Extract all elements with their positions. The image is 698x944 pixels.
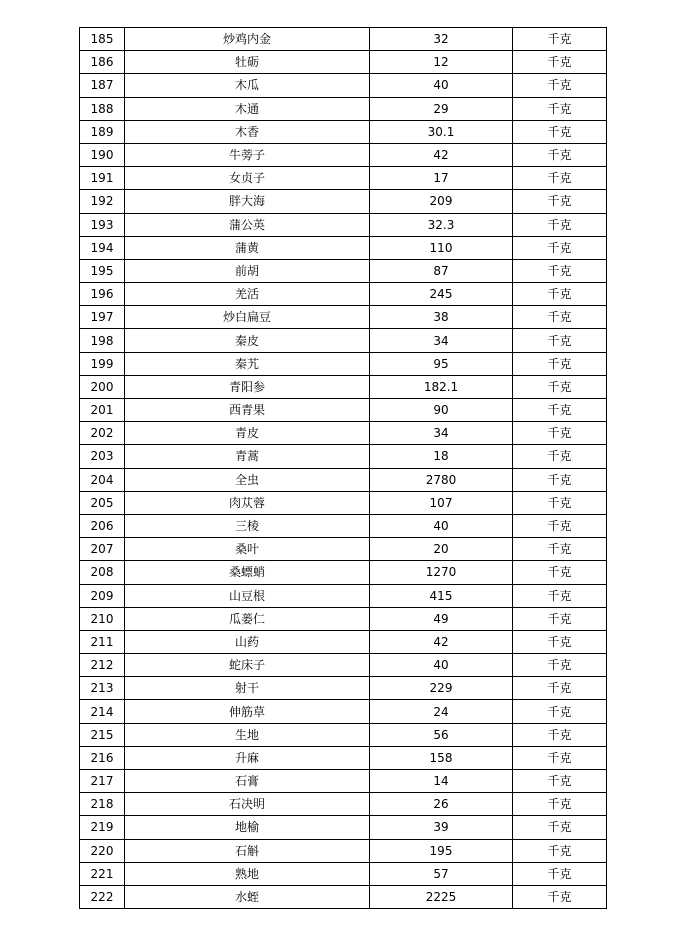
item-name-cell: 木瓜 — [125, 74, 370, 97]
item-name-cell: 牛蒡子 — [125, 143, 370, 166]
table-row — [80, 538, 607, 561]
quantity-cell: 18 — [370, 445, 513, 468]
item-name-cell: 青皮 — [125, 422, 370, 445]
row-number-cell: 194 — [80, 236, 125, 259]
table-row — [80, 677, 607, 700]
table-row — [80, 167, 607, 190]
item-name-cell: 胖大海 — [125, 190, 370, 213]
item-name-cell: 蒲公英 — [125, 213, 370, 236]
unit-cell: 千克 — [513, 28, 607, 51]
unit-cell: 千克 — [513, 700, 607, 723]
unit-cell: 千克 — [513, 561, 607, 584]
row-number-cell: 204 — [80, 468, 125, 491]
row-number-cell: 203 — [80, 445, 125, 468]
item-name-cell: 牡砺 — [125, 51, 370, 74]
quantity-cell: 34 — [370, 422, 513, 445]
row-number-cell: 197 — [80, 306, 125, 329]
row-number-cell: 218 — [80, 793, 125, 816]
item-name-cell: 石膏 — [125, 770, 370, 793]
row-number-cell: 200 — [80, 375, 125, 398]
row-number-cell: 217 — [80, 770, 125, 793]
item-name-cell: 石决明 — [125, 793, 370, 816]
table-row — [80, 28, 607, 51]
row-number-cell: 195 — [80, 259, 125, 282]
quantity-cell: 1270 — [370, 561, 513, 584]
quantity-cell: 49 — [370, 607, 513, 630]
item-name-cell: 伸筋草 — [125, 700, 370, 723]
quantity-cell: 229 — [370, 677, 513, 700]
table-row — [80, 51, 607, 74]
row-number-cell: 196 — [80, 283, 125, 306]
item-name-cell: 秦皮 — [125, 329, 370, 352]
table-row — [80, 746, 607, 769]
inventory-table — [79, 27, 607, 909]
table-row — [80, 770, 607, 793]
quantity-cell: 42 — [370, 630, 513, 653]
item-name-cell: 青蒿 — [125, 445, 370, 468]
item-name-cell: 山药 — [125, 630, 370, 653]
unit-cell: 千克 — [513, 468, 607, 491]
quantity-cell: 12 — [370, 51, 513, 74]
quantity-cell: 245 — [370, 283, 513, 306]
unit-cell: 千克 — [513, 352, 607, 375]
quantity-cell: 29 — [370, 97, 513, 120]
item-name-cell: 升麻 — [125, 746, 370, 769]
unit-cell: 千克 — [513, 677, 607, 700]
table-row — [80, 468, 607, 491]
item-name-cell: 青阳参 — [125, 375, 370, 398]
unit-cell: 千克 — [513, 236, 607, 259]
table-row — [80, 120, 607, 143]
row-number-cell: 202 — [80, 422, 125, 445]
table-row — [80, 793, 607, 816]
row-number-cell: 191 — [80, 167, 125, 190]
unit-cell: 千克 — [513, 259, 607, 282]
quantity-cell: 40 — [370, 74, 513, 97]
unit-cell: 千克 — [513, 190, 607, 213]
item-name-cell: 蛇床子 — [125, 654, 370, 677]
table-row — [80, 259, 607, 282]
item-name-cell: 山豆根 — [125, 584, 370, 607]
table-row — [80, 329, 607, 352]
item-name-cell: 肉苁蓉 — [125, 491, 370, 514]
row-number-cell: 201 — [80, 399, 125, 422]
row-number-cell: 185 — [80, 28, 125, 51]
unit-cell: 千克 — [513, 654, 607, 677]
quantity-cell: 107 — [370, 491, 513, 514]
item-name-cell: 三棱 — [125, 514, 370, 537]
unit-cell: 千克 — [513, 839, 607, 862]
table-row — [80, 399, 607, 422]
quantity-cell: 20 — [370, 538, 513, 561]
quantity-cell: 38 — [370, 306, 513, 329]
table-row — [80, 236, 607, 259]
item-name-cell: 水蛭 — [125, 885, 370, 908]
row-number-cell: 199 — [80, 352, 125, 375]
quantity-cell: 57 — [370, 862, 513, 885]
quantity-cell: 415 — [370, 584, 513, 607]
table-row — [80, 190, 607, 213]
item-name-cell: 桑螵蛸 — [125, 561, 370, 584]
table-row — [80, 654, 607, 677]
table-row — [80, 422, 607, 445]
quantity-cell: 32.3 — [370, 213, 513, 236]
table-row — [80, 74, 607, 97]
item-name-cell: 西青果 — [125, 399, 370, 422]
quantity-cell: 87 — [370, 259, 513, 282]
unit-cell: 千克 — [513, 723, 607, 746]
quantity-cell: 209 — [370, 190, 513, 213]
row-number-cell: 198 — [80, 329, 125, 352]
item-name-cell: 生地 — [125, 723, 370, 746]
row-number-cell: 210 — [80, 607, 125, 630]
quantity-cell: 110 — [370, 236, 513, 259]
table-row — [80, 143, 607, 166]
unit-cell: 千克 — [513, 862, 607, 885]
item-name-cell: 瓜蒌仁 — [125, 607, 370, 630]
table-row — [80, 306, 607, 329]
quantity-cell: 32 — [370, 28, 513, 51]
quantity-cell: 158 — [370, 746, 513, 769]
item-name-cell: 羌活 — [125, 283, 370, 306]
quantity-cell: 2225 — [370, 885, 513, 908]
table-row — [80, 445, 607, 468]
table-body — [80, 28, 607, 909]
item-name-cell: 熟地 — [125, 862, 370, 885]
row-number-cell: 219 — [80, 816, 125, 839]
row-number-cell: 188 — [80, 97, 125, 120]
quantity-cell: 40 — [370, 654, 513, 677]
row-number-cell: 189 — [80, 120, 125, 143]
unit-cell: 千克 — [513, 816, 607, 839]
table-row — [80, 839, 607, 862]
item-name-cell: 木香 — [125, 120, 370, 143]
row-number-cell: 186 — [80, 51, 125, 74]
unit-cell: 千克 — [513, 491, 607, 514]
unit-cell: 千克 — [513, 167, 607, 190]
unit-cell: 千克 — [513, 399, 607, 422]
unit-cell: 千克 — [513, 213, 607, 236]
table-row — [80, 607, 607, 630]
unit-cell: 千克 — [513, 51, 607, 74]
unit-cell: 千克 — [513, 770, 607, 793]
unit-cell: 千克 — [513, 97, 607, 120]
quantity-cell: 95 — [370, 352, 513, 375]
item-name-cell: 女贞子 — [125, 167, 370, 190]
row-number-cell: 215 — [80, 723, 125, 746]
row-number-cell: 221 — [80, 862, 125, 885]
quantity-cell: 56 — [370, 723, 513, 746]
item-name-cell: 地榆 — [125, 816, 370, 839]
row-number-cell: 192 — [80, 190, 125, 213]
unit-cell: 千克 — [513, 793, 607, 816]
unit-cell: 千克 — [513, 283, 607, 306]
row-number-cell: 213 — [80, 677, 125, 700]
table-row — [80, 213, 607, 236]
quantity-cell: 40 — [370, 514, 513, 537]
unit-cell: 千克 — [513, 514, 607, 537]
unit-cell: 千克 — [513, 306, 607, 329]
table-row — [80, 561, 607, 584]
item-name-cell: 桑叶 — [125, 538, 370, 561]
quantity-cell: 42 — [370, 143, 513, 166]
quantity-cell: 30.1 — [370, 120, 513, 143]
row-number-cell: 205 — [80, 491, 125, 514]
table-row — [80, 97, 607, 120]
row-number-cell: 207 — [80, 538, 125, 561]
item-name-cell: 木通 — [125, 97, 370, 120]
row-number-cell: 222 — [80, 885, 125, 908]
item-name-cell: 蒲黄 — [125, 236, 370, 259]
unit-cell: 千克 — [513, 74, 607, 97]
quantity-cell: 26 — [370, 793, 513, 816]
unit-cell: 千克 — [513, 885, 607, 908]
table-row — [80, 491, 607, 514]
table-row — [80, 885, 607, 908]
table-row — [80, 816, 607, 839]
row-number-cell: 212 — [80, 654, 125, 677]
row-number-cell: 209 — [80, 584, 125, 607]
item-name-cell: 全虫 — [125, 468, 370, 491]
unit-cell: 千克 — [513, 375, 607, 398]
quantity-cell: 17 — [370, 167, 513, 190]
table-row — [80, 700, 607, 723]
item-name-cell: 前胡 — [125, 259, 370, 282]
quantity-cell: 14 — [370, 770, 513, 793]
row-number-cell: 190 — [80, 143, 125, 166]
quantity-cell: 2780 — [370, 468, 513, 491]
unit-cell: 千克 — [513, 607, 607, 630]
unit-cell: 千克 — [513, 630, 607, 653]
table-row — [80, 283, 607, 306]
row-number-cell: 206 — [80, 514, 125, 537]
table-row — [80, 584, 607, 607]
item-name-cell: 石斛 — [125, 839, 370, 862]
unit-cell: 千克 — [513, 584, 607, 607]
quantity-cell: 195 — [370, 839, 513, 862]
unit-cell: 千克 — [513, 538, 607, 561]
item-name-cell: 秦艽 — [125, 352, 370, 375]
unit-cell: 千克 — [513, 746, 607, 769]
row-number-cell: 211 — [80, 630, 125, 653]
row-number-cell: 187 — [80, 74, 125, 97]
table-row — [80, 375, 607, 398]
quantity-cell: 90 — [370, 399, 513, 422]
table-row — [80, 352, 607, 375]
row-number-cell: 214 — [80, 700, 125, 723]
quantity-cell: 34 — [370, 329, 513, 352]
table-row — [80, 630, 607, 653]
row-number-cell: 220 — [80, 839, 125, 862]
unit-cell: 千克 — [513, 120, 607, 143]
table-row — [80, 514, 607, 537]
row-number-cell: 216 — [80, 746, 125, 769]
quantity-cell: 39 — [370, 816, 513, 839]
table-row — [80, 862, 607, 885]
unit-cell: 千克 — [513, 422, 607, 445]
quantity-cell: 24 — [370, 700, 513, 723]
unit-cell: 千克 — [513, 445, 607, 468]
item-name-cell: 炒白扁豆 — [125, 306, 370, 329]
table-row — [80, 723, 607, 746]
item-name-cell: 炒鸡内金 — [125, 28, 370, 51]
row-number-cell: 193 — [80, 213, 125, 236]
quantity-cell: 182.1 — [370, 375, 513, 398]
item-name-cell: 射干 — [125, 677, 370, 700]
unit-cell: 千克 — [513, 143, 607, 166]
row-number-cell: 208 — [80, 561, 125, 584]
unit-cell: 千克 — [513, 329, 607, 352]
